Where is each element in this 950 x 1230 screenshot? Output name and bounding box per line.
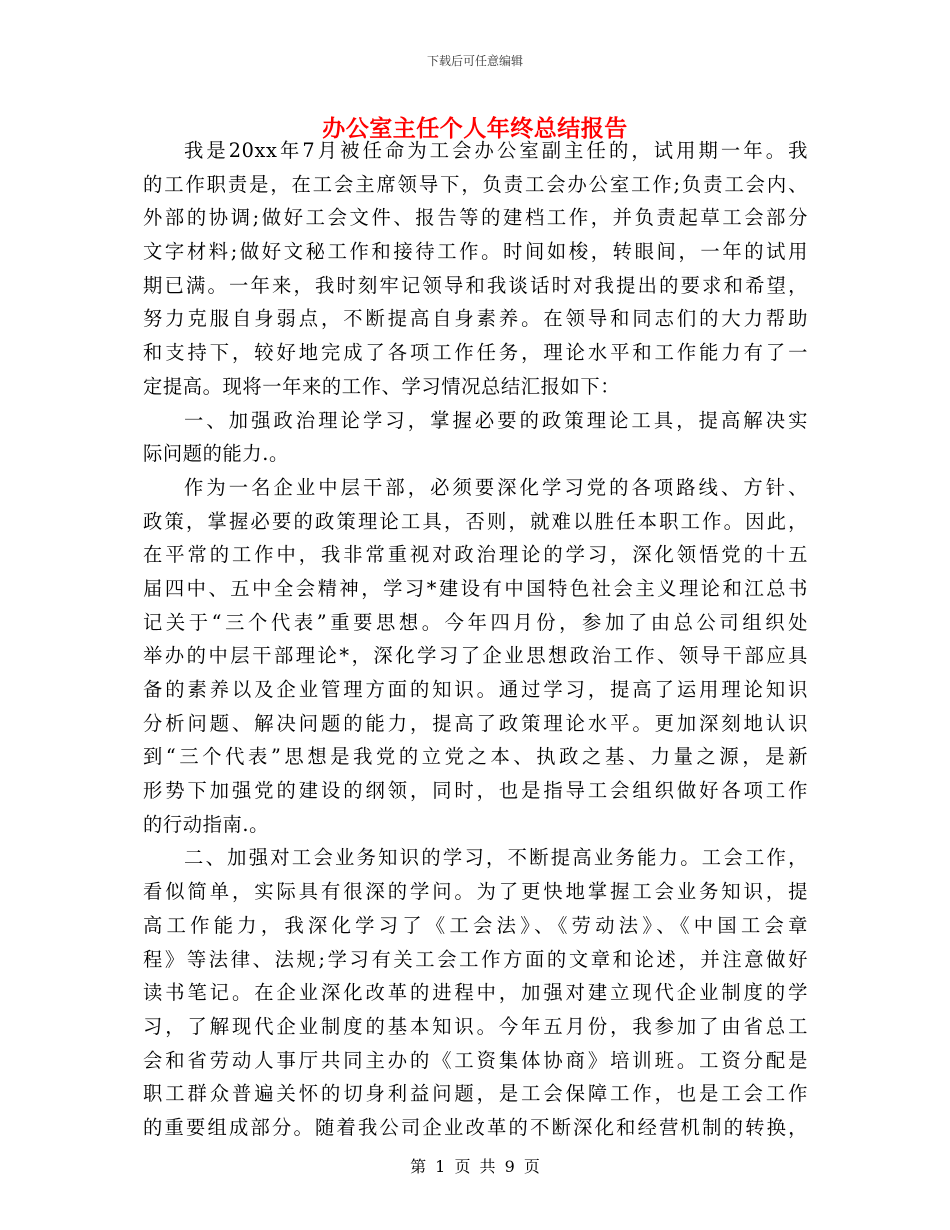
body-line: 期已满。一年来，我时刻牢记领导和我谈话时对我提出的要求和希望， [143,273,808,297]
body-line: 我是20xx年7月被任命为工会办公室副主任的，试用期一年。我 [184,139,808,162]
body-line: 的工作职责是，在工会主席领导下，负责工会办公室工作;负责工会内、 [143,172,808,196]
body-line: 努力克服自身弱点，不断提高自身素养。在领导和同志们的大力帮助 [143,307,808,331]
body-line: 定提高。现将一年来的工作、学习情况总结汇报如下： [143,374,621,398]
body-line: 分析问题、解决问题的能力，提高了政策理论水平。更加深刻地认识 [143,711,808,735]
body-line: 高工作能力，我深化学习了《工会法》、《劳动法》、《中国工会章 [143,913,808,937]
body-line: 一、加强政治理论学习，掌握必要的政策理论工具，提高解决实 [184,408,808,432]
body-line: 政策，掌握必要的政策理论工具，否则，就难以胜任本职工作。因此， [143,509,808,533]
body-line: 和支持下，较好地完成了各项工作任务，理论水平和工作能力有了一 [143,341,808,365]
body-line: 习，了解现代企业制度的基本知识。今年五月份，我参加了由省总工 [143,1014,808,1038]
body-line: 在平常的工作中，我非常重视对政治理论的学习，深化领悟党的十五 [143,543,808,567]
body-line: 读书笔记。在企业深化改革的进程中，加强对建立现代企业制度的学 [143,981,808,1005]
body-line: 形势下加强党的建设的纲领，同时，也是指导工会组织做好各项工作 [143,779,808,803]
body-line: 程》等法律、法规;学习有关工会工作方面的文章和论述，并注意做好 [143,947,808,971]
body-line: 会和省劳动人事厅共同主办的《工资集体协商》培训班。工资分配是 [143,1048,808,1072]
body-line: 届四中、五中全会精神，学习*建设有中国特色社会主义理论和江总书 [143,576,808,600]
body-line: 看似简单，实际具有很深的学问。为了更快地掌握工会业务知识，提 [143,880,808,904]
document-body [143,134,808,1145]
body-line: 举办的中层干部理论*，深化学习了企业思想政治工作、领导干部应具 [143,644,808,668]
body-line: 文字材料;做好文秘工作和接待工作。时间如梭，转眼间，一年的试用 [143,240,808,264]
body-line: 到“三个代表”思想是我党的立党之本、执政之基、力量之源，是新 [143,745,808,769]
page-footer: 第 1 页 共 9 页 [410,1157,540,1176]
body-line: 外部的协调;做好工会文件、报告等的建档工作，并负责起草工会部分 [143,206,808,230]
body-line: 的行动指南.。 [143,812,270,836]
body-line: 记关于“三个代表”重要思想。今年四月份，参加了由总公司组织处 [143,610,808,634]
page-header: 下载后可任意编辑 [426,54,523,68]
body-line: 职工群众普遍关怀的切身利益问题，是工会保障工作，也是工会工作 [143,1082,808,1106]
body-line: 的重要组成部分。随着我公司企业改革的不断深化和经营机制的转换， [143,1115,808,1139]
body-line: 备的素养以及企业管理方面的知识。通过学习，提高了运用理论知识 [143,678,808,701]
body-line: 际问题的能力.。 [143,442,289,466]
document-title: 办公室主任个人年终总结报告 [322,116,628,142]
body-line: 二、加强对工会业务知识的学习，不断提高业务能力。工会工作， [184,846,808,870]
body-line: 作为一名企业中层干部，必须要深化学习党的各项路线、方针、 [184,475,808,499]
